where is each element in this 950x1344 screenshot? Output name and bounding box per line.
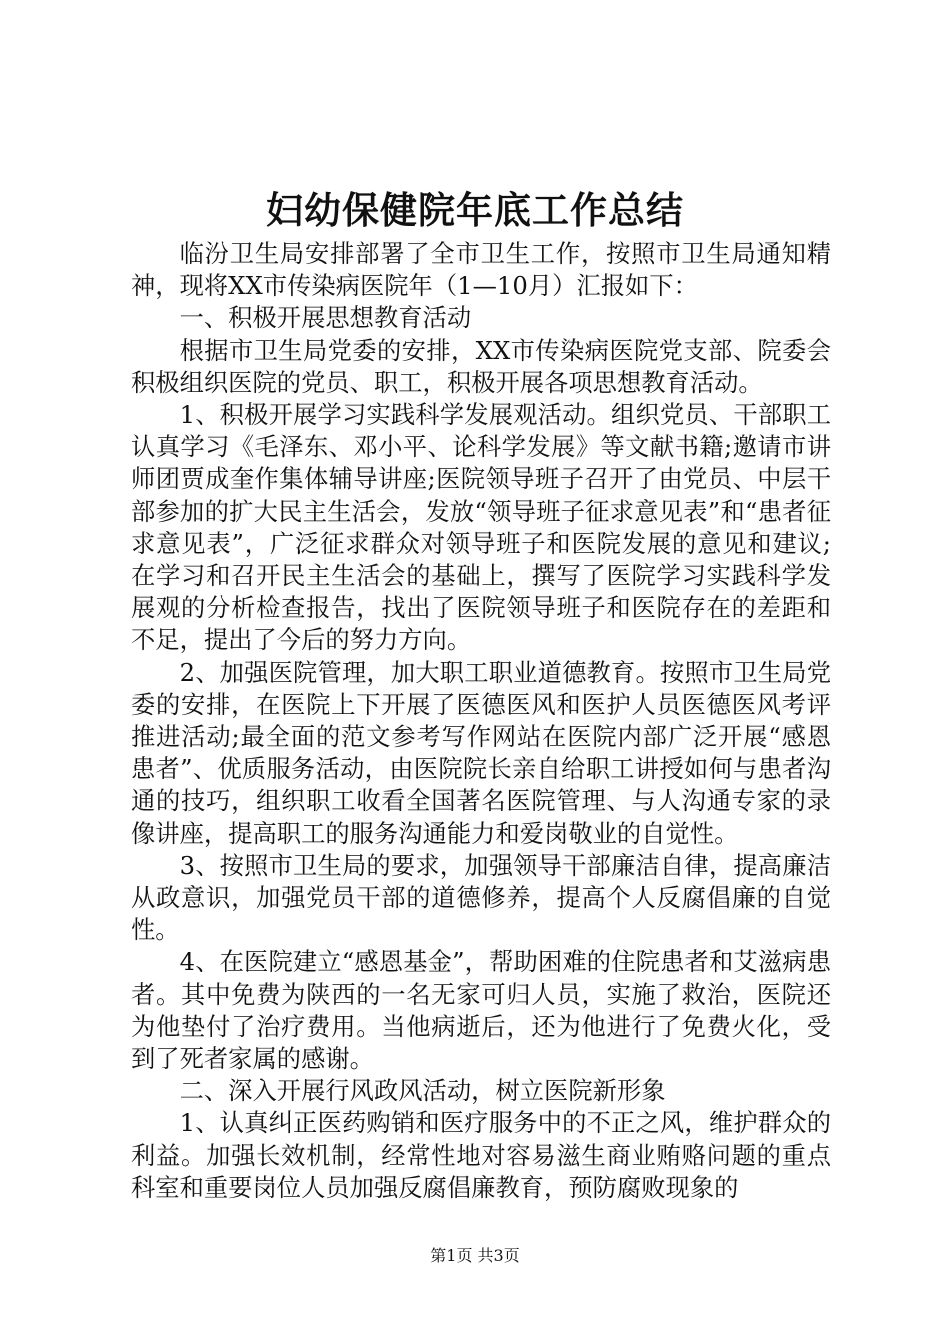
paragraph-item-1: 1、积极开展学习实践科学发展观活动。组织党员、干部职工认真学习《毛泽东、邓小平、论科学发展》等文献书籍;邀请市讲师团贾成奎作集体辅导讲座;医院领导班子召开了由党员、中层干部参加的扩大民主生活会，发放“领导班子征求意见表”和“患者征求意见表”，广泛征求群众对领导班子和医院发展的意见和建议;在学习和召开民主生活会的基础上，撰写了医院学习实践科学发展观的分析检查报告，找出了医院领导班子和医院存在的差距和不足，提出了今后的努力方向。 — [131, 400, 831, 655]
paragraph-section2-item-1: 1、认真纠正医药购销和医疗服务中的不正之风，维护群众的利益。加强长效机制，经常性地对容易滋生商业贿赂问题的重点科室和重要岗位人员加强反腐倡廉教育，预防腐败现象的 — [131, 1108, 831, 1202]
paragraph-section1-intro: 根据市卫生局党委的安排，XX市传染病医院党支部、院委会积极组织医院的党员、职工，积极开展各项思想教育活动。 — [131, 335, 831, 397]
section-heading-1: 一、积极开展思想教育活动 — [179, 303, 472, 333]
paragraph-intro: 临汾卫生局安排部署了全市卫生工作，按照市卫生局通知精神，现将XX市传染病医院年（1—10月）汇报如下： — [131, 239, 831, 301]
document-title: 妇幼保健院年底工作总结 — [266, 188, 684, 232]
page-footer: 第1页 共3页 — [430, 1246, 520, 1265]
paragraph-item-2: 2、加强医院管理，加大职工职业道德教育。按照市卫生局党委的安排，在医院上下开展了医德医风和医护人员医德医风考评推进活动;最全面的范文参考写作网站在医院内部广泛开展“感恩患者”、优质服务活动，由医院院长亲自给职工讲授如何与患者沟通的技巧，组织职工收看全国著名医院管理、与人沟通专家的录像讲座，提高职工的服务沟通能力和爱岗敬业的自觉性。 — [131, 657, 831, 848]
document-body — [131, 238, 831, 1204]
section-heading-2: 二、深入开展行风政风活动，树立医院新形象 — [179, 1076, 666, 1106]
paragraph-item-3: 3、按照市卫生局的要求，加强领导干部廉洁自律，提高廉洁从政意识，加强党员干部的道德修养，提高个人反腐倡廉的自觉性。 — [131, 850, 831, 945]
paragraph-item-4: 4、在医院建立“感恩基金”，帮助困难的住院患者和艾滋病患者。其中免费为陕西的一名无家可归人员，实施了救治，医院还为他垫付了治疗费用。当他病逝后，还为他进行了免费火化，受到了死者家属的感谢。 — [131, 947, 831, 1074]
